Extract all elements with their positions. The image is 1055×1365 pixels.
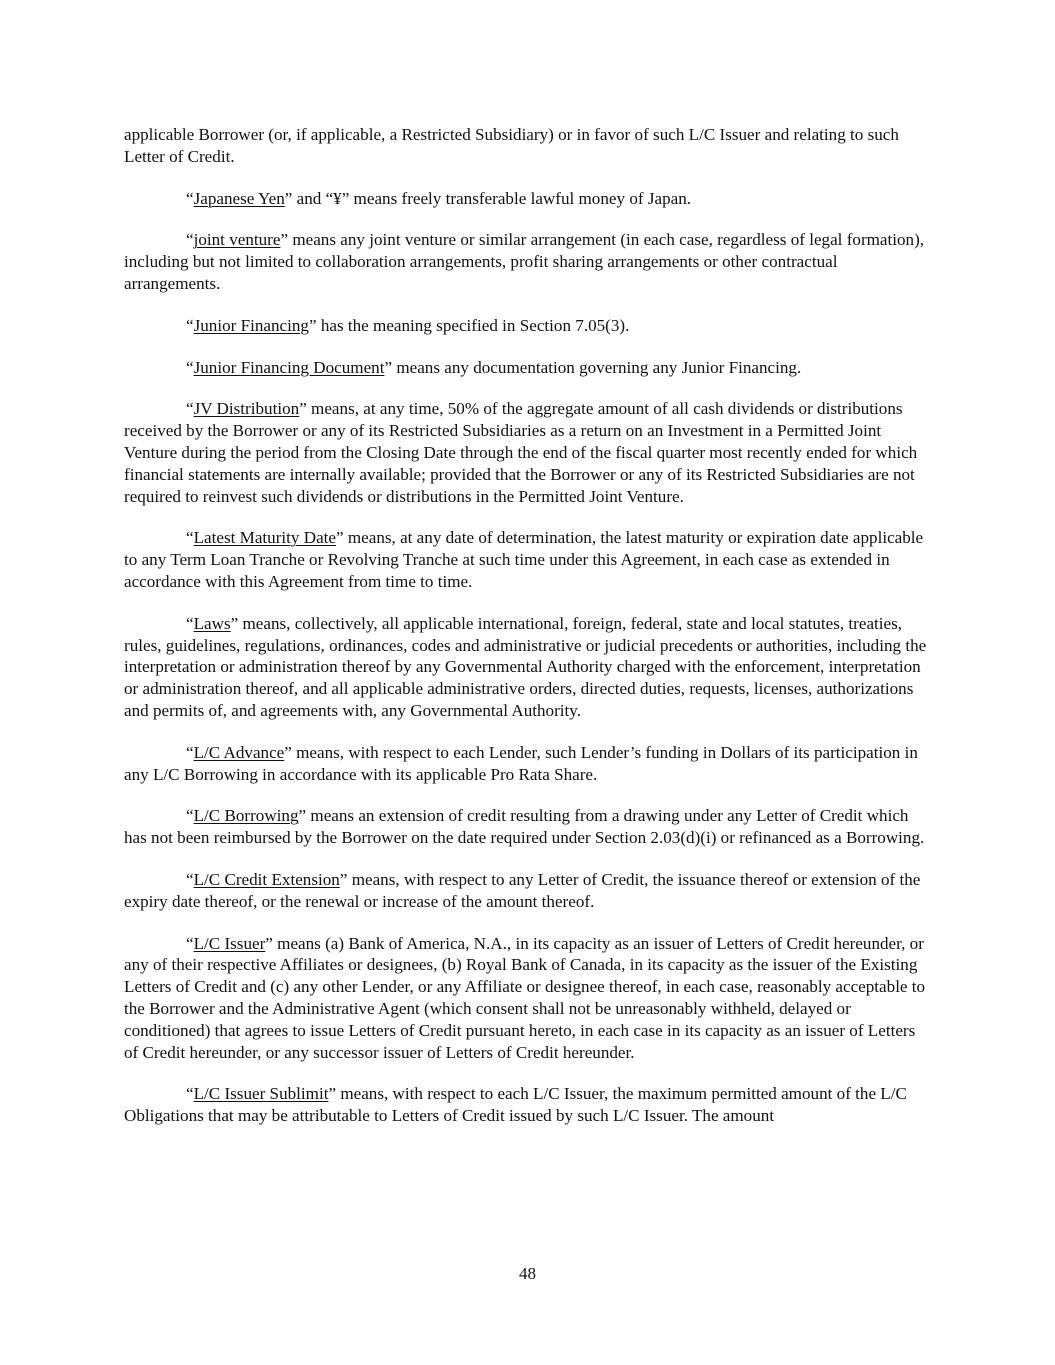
defined-term: L/C Credit Extension <box>193 869 340 889</box>
definition-lc-issuer-sublimit: “L/C Issuer Sublimit” means, with respect to each L/C Issuer, the maximum permitted amount of the L/C Obligations that may be attributable to Letters of Credit issued by such L/C Issuer. The amount <box>124 1084 907 1126</box>
document-page <box>124 124 932 1147</box>
defined-term: Junior Financing <box>193 315 309 335</box>
definition-lc-issuer: “L/C Issuer” means (a) Bank of America, N.A., in its capacity as an issuer of Letters of Credit hereunder, or any of their respective Affiliates or designees, (b) Royal Bank of Canada, in its capacity as the issuer of the Existing Letters of Credit and (c) any other Lender, or any Affiliate or designee thereof, in each case, reasonably acceptable to the Borrower and the Administrative Agent (which consent shall not be unreasonably withheld, delayed or conditioned) that agrees to issue Letters of Credit pursuant hereto, in each case in its capacity as an issuer of Letters of Credit hereunder, or any successor issuer of Letters of Credit hereunder. <box>124 933 926 1062</box>
definition-junior-financing-document: “Junior Financing Document” means any documentation governing any Junior Financing. <box>186 357 802 377</box>
page-number: 48 <box>519 1264 536 1283</box>
defined-term: JV Distribution <box>193 399 300 419</box>
definition-japanese-yen: “Japanese Yen” and “¥” means freely transferable lawful money of Japan. <box>186 188 692 208</box>
defined-term: L/C Borrowing <box>193 806 299 826</box>
definition-joint-venture: “joint venture” means any joint venture or similar arrangement (in each case, regardless of legal formation), including but not limited to collaboration arrangements, profit sharing arrangements or other contractual arrangements. <box>124 230 925 293</box>
definition-lc-advance: “L/C Advance” means, with respect to each Lender, such Lender’s funding in Dollars of its participation in any L/C Borrowing in accordance with its applicable Pro Rata Share. <box>124 742 918 784</box>
definition-lc-credit-extension: “L/C Credit Extension” means, with respect to any Letter of Credit, the issuance thereof or extension of the expiry date thereof, or the renewal or increase of the amount thereof. <box>124 869 921 911</box>
definition-latest-maturity-date: “Latest Maturity Date” means, at any date of determination, the latest maturity or expiration date applicable to any Term Loan Tranche or Revolving Tranche at such time under this Agreement, in each case as extended in accordance with this Agreement from time to time. <box>124 528 924 591</box>
defined-term: L/C Advance <box>193 742 285 762</box>
definition-jv-distribution: “JV Distribution” means, at any time, 50% of the aggregate amount of all cash dividends or distributions received by the Borrower or any of its Restricted Subsidiaries as a return on an Investment in a Permitted Joint Venture during the period from the Closing Date through the end of the fiscal quarter most recently ended for which financial statements are internally available; provided that the Borrower or any of its Restricted Subsidiaries are not required to reinvest such dividends or distributions in the Permitted Joint Venture. <box>124 399 918 506</box>
defined-term: Latest Maturity Date <box>193 528 336 548</box>
defined-term: joint venture <box>193 230 281 250</box>
definition-junior-financing: “Junior Financing” has the meaning specified in Section 7.05(3). <box>186 315 630 335</box>
defined-term: Japanese Yen <box>193 188 285 208</box>
defined-term: Junior Financing Document <box>193 357 385 377</box>
definition-laws: “Laws” means, collectively, all applicable international, foreign, federal, state and local statutes, treaties, rules, guidelines, regulations, ordinances, codes and administrative or judicial precedents or authorities, including the interpretation or administration thereof by any Governmental Authority charged with the enforcement, interpretation or administration thereof, and all applicable administrative orders, directed duties, requests, licenses, authorizations and permits of, and agreements with, any Governmental Authority. <box>124 613 927 720</box>
paragraph-continuation: applicable Borrower (or, if applicable, a Restricted Subsidiary) or in favor of such L/C Issuer and relating to such Letter of Credit. <box>124 125 899 166</box>
defined-term: L/C Issuer Sublimit <box>193 1084 329 1104</box>
defined-term: Laws <box>193 613 231 633</box>
definition-lc-borrowing: “L/C Borrowing” means an extension of credit resulting from a drawing under any Letter of Credit which has not been reimbursed by the Borrower on the date required under Section 2.03(d)(i) or refinanced as a Borrowing. <box>124 806 925 848</box>
defined-term: L/C Issuer <box>193 933 266 953</box>
